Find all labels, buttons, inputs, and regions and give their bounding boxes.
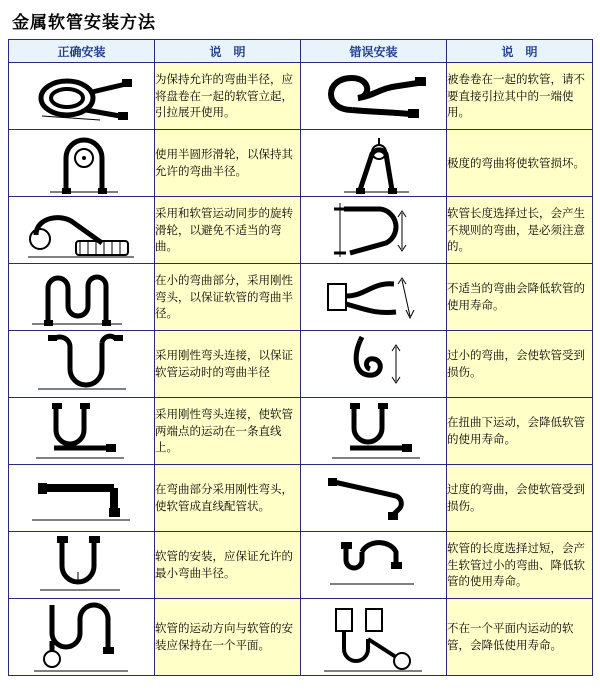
excess-length-irregular-bend-figure	[301, 199, 446, 261]
wrong-figure-cell	[301, 398, 447, 465]
table-row	[9, 63, 593, 130]
wrong-note-cell: 过度的弯曲，会使软管受到损伤。	[447, 465, 593, 532]
header-wrong-install: 错误安装	[301, 40, 447, 63]
table-row	[9, 264, 593, 331]
correct-note-cell: 使用半圆形滑轮，以保持其允许的弯曲半径。	[155, 130, 301, 197]
correct-figure-cell	[9, 130, 155, 197]
header-correct-note: 说 明	[155, 40, 301, 63]
correct-figure-cell	[9, 599, 155, 676]
correct-note-cell: 采用刚性弯头连接，以保证软管运动时的弯曲半径	[155, 331, 301, 398]
excessive-bend-damage-figure	[301, 470, 446, 526]
table-row	[9, 532, 593, 599]
correct-note-cell: 软管的安装，应保证允许的最小弯曲半径。	[155, 532, 301, 599]
improper-bend-shortens-life-figure	[301, 266, 446, 328]
wrong-note-cell: 不在一个平面内运动的软管，会降低使用寿命。	[447, 599, 593, 676]
coiled-hose-pulled-figure	[301, 66, 446, 126]
header-correct-install: 正确安装	[9, 40, 155, 63]
correct-note-cell: 在弯曲部分采用刚性弯头，使软管成直线配管状。	[155, 465, 301, 532]
correct-note-cell: 在小的弯曲部分，采用刚性弯头，以保证软管的弯曲半径。	[155, 264, 301, 331]
table-row	[9, 197, 593, 264]
wrong-figure-cell	[301, 130, 447, 197]
correct-figure-cell	[9, 264, 155, 331]
correct-figure-cell	[9, 465, 155, 532]
synchronized-rotating-sheave-figure	[9, 199, 154, 261]
sharp-bend-pulley-figure	[301, 132, 446, 194]
rigid-elbow-small-bend-figure	[9, 266, 154, 328]
wrong-figure-cell	[301, 63, 447, 130]
table-row	[9, 599, 593, 676]
wrong-figure-cell	[301, 599, 447, 676]
installation-methods-table	[8, 39, 593, 676]
wrong-note-cell: 不适当的弯曲会降低软管的使用寿命。	[447, 264, 593, 331]
straight-piping-with-elbow-figure	[9, 470, 154, 526]
page-title: 金属软管安装方法	[12, 13, 156, 33]
correct-note-cell: 软管的运动方向与软管的安装应保持在一个平面。	[155, 599, 301, 676]
table-row	[9, 331, 593, 398]
same-plane-motion-figure	[9, 599, 154, 675]
minimum-bend-radius-u-figure	[9, 534, 154, 596]
header-wrong-note: 说 明	[447, 40, 593, 63]
wrong-note-cell: 极度的弯曲将使软管损坏。	[447, 130, 593, 197]
wrong-figure-cell	[301, 465, 447, 532]
wrong-note-cell: 过小的弯曲，会使软管受到损伤。	[447, 331, 593, 398]
wrong-figure-cell	[301, 264, 447, 331]
table-row	[9, 130, 593, 197]
correct-figure-cell	[9, 532, 155, 599]
correct-figure-cell	[9, 197, 155, 264]
correct-figure-cell	[9, 331, 155, 398]
wrong-note-cell: 软管长度选择过长，会产生不规则的弯曲，是必须注意的。	[447, 197, 593, 264]
too-small-bend-damage-figure	[301, 333, 446, 395]
coiled-hose-on-reel-figure	[9, 66, 154, 126]
wrong-note-cell: 在扭曲下运动，会降低软管的使用寿命。	[447, 398, 593, 465]
correct-note-cell: 采用刚性弯头连接，使软管两端点的运动在一条直线上。	[155, 398, 301, 465]
correct-note-cell: 采用和软管运动同步的旋转滑轮，以避免不适当的弯曲。	[155, 197, 301, 264]
wrong-figure-cell	[301, 197, 447, 264]
wrong-note-cell: 被卷卷在一起的软管，请不要直接引拉其中的一端使用。	[447, 63, 593, 130]
table-header-row	[9, 40, 593, 63]
correct-figure-cell	[9, 63, 155, 130]
wrong-figure-cell	[301, 331, 447, 398]
rigid-elbow-connection-figure	[9, 333, 154, 395]
correct-note-cell: 为保持允许的弯曲半径，应将盘卷在一起的软管立起，引拉展开使用。	[155, 63, 301, 130]
correct-figure-cell	[9, 398, 155, 465]
too-long-small-bend-figure	[301, 534, 446, 596]
out-of-plane-motion-figure	[301, 599, 446, 675]
wrong-note-cell: 软管的长度选择过短，会产生软管过小的弯曲、降低软管的使用寿命。	[447, 532, 593, 599]
torsion-motion-figure	[301, 400, 446, 462]
table-row	[9, 398, 593, 465]
wrong-figure-cell	[301, 532, 447, 599]
semicircular-sheave-figure	[9, 132, 154, 194]
rigid-elbow-straight-line-figure	[9, 400, 154, 462]
table-row	[9, 465, 593, 532]
